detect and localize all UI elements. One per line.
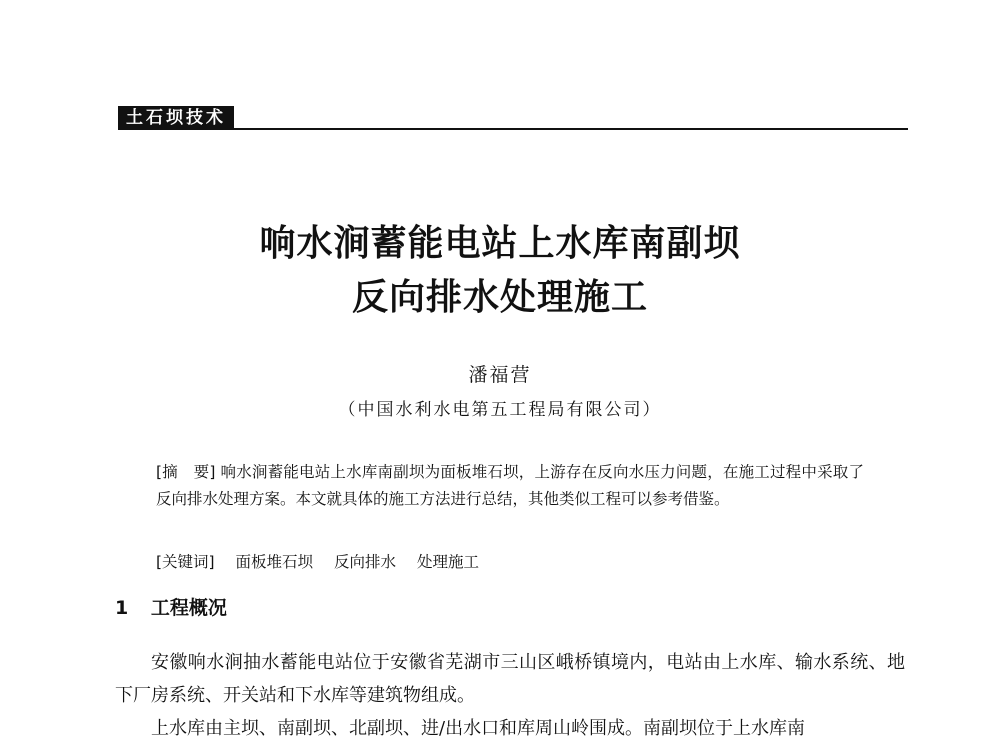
section-heading [115, 593, 227, 623]
keywords [156, 549, 864, 576]
section-title: 工程概况 [150, 597, 227, 619]
keywords-label: [关键词] [156, 553, 215, 571]
abstract-label: [摘 要] [156, 463, 216, 481]
author-name: 潘福营 [468, 364, 532, 386]
keyword-item: 面板堆石坝 [235, 553, 314, 571]
paper-title-line-1: 响水涧蓄能电站上水库南副坝 [259, 223, 741, 264]
paper-title-line-2: 反向排水处理施工 [351, 277, 648, 318]
abstract [156, 459, 864, 513]
section-number: 1 [115, 597, 129, 619]
body-paragraph: 安徽响水涧抽水蓄能电站位于安徽省芜湖市三山区峨桥镇境内，电站由上水库、输水系统、地下厂房系统、开关站和下水库等建筑物组成。 [115, 652, 905, 706]
header-rule [118, 128, 908, 130]
section-label-badge: 土石坝技术 [118, 106, 234, 130]
body-text [115, 646, 905, 745]
keyword-item: 反向排水 [334, 553, 397, 571]
author-affiliation: （中国水利水电第五工程局有限公司） [338, 400, 662, 420]
body-paragraph: 上水库由主坝、南副坝、北副坝、进/出水口和库周山岭围成。南副坝位于上水库南 [151, 718, 806, 739]
abstract-text: 响水涧蓄能电站上水库南副坝为面板堆石坝，上游存在反向水压力问题，在施工过程中采取了反向排水处理方案。本文就具体的施工方法进行总结，其他类似工程可以参考借鉴。 [156, 463, 864, 508]
keyword-item: 处理施工 [416, 553, 479, 571]
